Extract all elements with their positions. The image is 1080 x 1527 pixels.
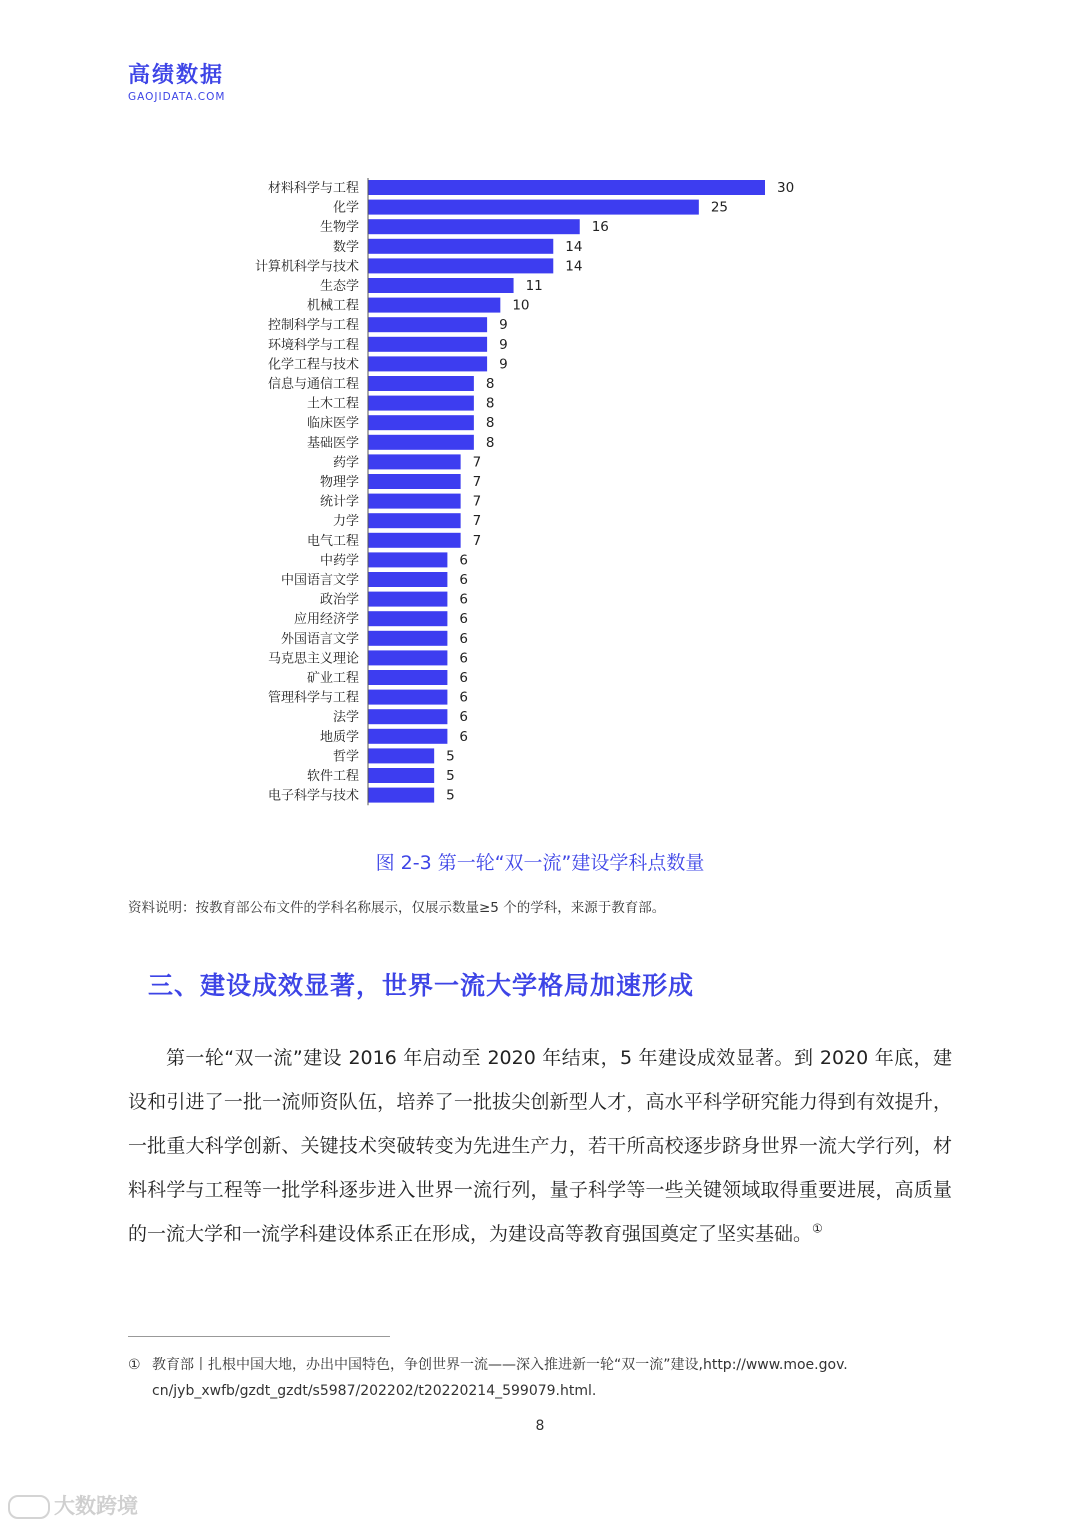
bar [368, 356, 487, 371]
bar-category-label: 统计学 [319, 494, 359, 510]
bar [368, 278, 514, 293]
bar [368, 298, 500, 313]
bar-category-label: 电子科学与技术 [267, 788, 359, 804]
bar [368, 454, 461, 469]
bar [368, 180, 765, 195]
bar-category-label: 数学 [332, 239, 359, 255]
bar-value-label: 6 [459, 728, 468, 745]
bar [368, 788, 434, 803]
bar-value-label: 6 [459, 591, 468, 608]
bar-category-label: 生态学 [319, 279, 359, 294]
bar-value-label: 25 [710, 199, 729, 216]
bar [368, 239, 553, 254]
bar [368, 258, 553, 273]
brand-logo [128, 62, 225, 104]
bar-value-label: 6 [459, 630, 468, 647]
bar [368, 592, 447, 607]
footnote-divider [128, 1336, 390, 1337]
bar-category-label: 力学 [332, 514, 359, 530]
bar-category-label: 基础医学 [306, 435, 359, 451]
footnote-text: 教育部丨扎根中国大地，办出中国特色，争创世界一流——深入推进新一轮“双一流”建设,http://www.moe.gov. [152, 1357, 848, 1373]
bar-value-label: 14 [565, 258, 583, 275]
paragraph-text: 第一轮“双一流”建设 2016 年启动至 2020 年结束，5 年建设成效显著。到 2020 年底，建设和引进了一批一流师资队伍，培养了一批拔尖创新型人才，高水平科学研究能力得到有效提升，一批重大科学创新、关键技术突破转变为先进生产力，若干所高校逐步跻身世界一流大学行列，材料科学与工程等一批学科逐步进入世界一流行列，量子科学等一些关键领域取得重要进展，高质量的一流大学和一流学科建设体系正在形成，为建设高等教育强国奠定了坚实基础。 [128, 1047, 952, 1245]
bar [368, 494, 461, 509]
bar-category-label: 化学 [332, 200, 359, 216]
bar-value-label: 6 [459, 689, 468, 706]
bar-category-label: 电气工程 [306, 533, 359, 549]
brand-domain: GAOJIDATA.COM [128, 91, 226, 103]
bar-category-label: 政治学 [319, 592, 359, 608]
bar [368, 396, 474, 411]
bar-category-label: 生物学 [319, 220, 359, 236]
figure-caption: 图 2-3 第一轮“双一流”建设学科点数量 [375, 852, 705, 874]
watermark [8, 1490, 138, 1520]
bar [368, 650, 447, 665]
section-heading: 三、建设成效显著，世界一流大学格局加速形成 [148, 971, 695, 1000]
bar-chart [0, 170, 1080, 810]
bar-category-label: 软件工程 [306, 769, 359, 784]
bar-value-label: 5 [446, 787, 455, 804]
bar [368, 474, 461, 489]
footnote-reference[interactable]: ① [812, 1221, 823, 1236]
bar-category-label: 计算机科学与技术 [254, 259, 359, 275]
bar [368, 729, 447, 744]
bar-value-label: 6 [459, 611, 468, 628]
bar-category-label: 中国语言文学 [280, 573, 359, 588]
bar [368, 690, 447, 705]
body-paragraph [128, 1036, 952, 1256]
bar-category-label: 机械工程 [306, 298, 359, 314]
bar-category-label: 药学 [332, 455, 359, 471]
bar-category-label: 哲学 [332, 749, 359, 765]
bar-value-label: 5 [446, 748, 455, 765]
bar [368, 376, 474, 391]
bar [368, 552, 447, 567]
bar-category-label: 地质学 [319, 729, 359, 745]
bar-value-label: 7 [472, 474, 482, 490]
source-note: 资料说明：按教育部公布文件的学科名称展示，仅展示数量≥5 个的学科，来源于教育部。 [128, 900, 666, 916]
bar [368, 768, 434, 783]
bar-category-label: 应用经济学 [293, 612, 359, 628]
bar-category-label: 物理学 [319, 475, 359, 490]
watermark-logo-icon [8, 1495, 50, 1519]
bar-category-label: 矿业工程 [306, 671, 359, 686]
bar-value-label: 11 [525, 278, 543, 294]
bar [368, 337, 487, 352]
bar [368, 748, 434, 763]
bar-category-label: 中药学 [319, 553, 359, 569]
bar-category-label: 信息与通信工程 [267, 377, 359, 392]
bar-value-label: 6 [459, 670, 468, 686]
bar [368, 611, 447, 626]
page-number: 8 [535, 1418, 545, 1434]
bar-category-label: 外国语言文学 [280, 631, 359, 647]
bar-value-label: 7 [472, 493, 482, 510]
bar-value-label: 14 [565, 238, 583, 255]
bar-category-label: 马克思主义理论 [267, 651, 359, 667]
bar-value-label: 7 [472, 454, 482, 471]
watermark-text: 大数跨境 [54, 1494, 138, 1518]
bar-value-label: 6 [459, 709, 468, 726]
bar-category-label: 法学 [332, 710, 359, 726]
bar [368, 415, 474, 430]
bar [368, 572, 447, 587]
bar [368, 219, 580, 234]
bar-value-label: 5 [446, 768, 455, 784]
footnote-line-2: cn/jyb_xwfb/gzdt_gzdt/s5987/202202/t20220214_599079.html. [152, 1383, 597, 1399]
bar-value-label: 9 [499, 317, 508, 334]
bar-category-label: 临床医学 [306, 416, 359, 432]
bar-value-label: 8 [485, 376, 495, 392]
bar [368, 533, 461, 548]
bar [368, 317, 487, 332]
bar [368, 631, 447, 646]
bar [368, 513, 461, 528]
bar-category-label: 材料科学与工程 [267, 181, 359, 196]
bar-category-label: 土木工程 [306, 396, 359, 412]
bar-category-label: 控制科学与工程 [267, 318, 359, 334]
bar-value-label: 7 [472, 513, 482, 530]
brand-name: 高绩数据 [128, 63, 225, 88]
bar [368, 435, 474, 450]
bar-value-label: 6 [459, 572, 468, 588]
bar-category-label: 管理科学与工程 [267, 690, 359, 706]
bar-value-label: 8 [485, 395, 495, 412]
bar-value-label: 6 [459, 650, 468, 667]
bar-value-label: 8 [485, 415, 495, 432]
bar-value-label: 30 [777, 180, 795, 196]
bar [368, 709, 447, 724]
footnote [128, 1352, 952, 1404]
bar-category-label: 化学工程与技术 [267, 357, 359, 373]
bar-value-label: 10 [512, 297, 530, 314]
bar-value-label: 7 [472, 532, 482, 549]
bar-value-label: 6 [459, 552, 468, 569]
bar-value-label: 9 [499, 336, 508, 353]
footnote-marker: ① [128, 1357, 141, 1373]
bar-value-label: 9 [499, 356, 508, 373]
bar-category-label: 环境科学与工程 [267, 337, 359, 353]
footnote-line-1 [128, 1352, 952, 1378]
bar [368, 670, 447, 685]
bar-value-label: 16 [591, 219, 609, 236]
bar-value-label: 8 [485, 434, 495, 451]
bar [368, 200, 699, 215]
